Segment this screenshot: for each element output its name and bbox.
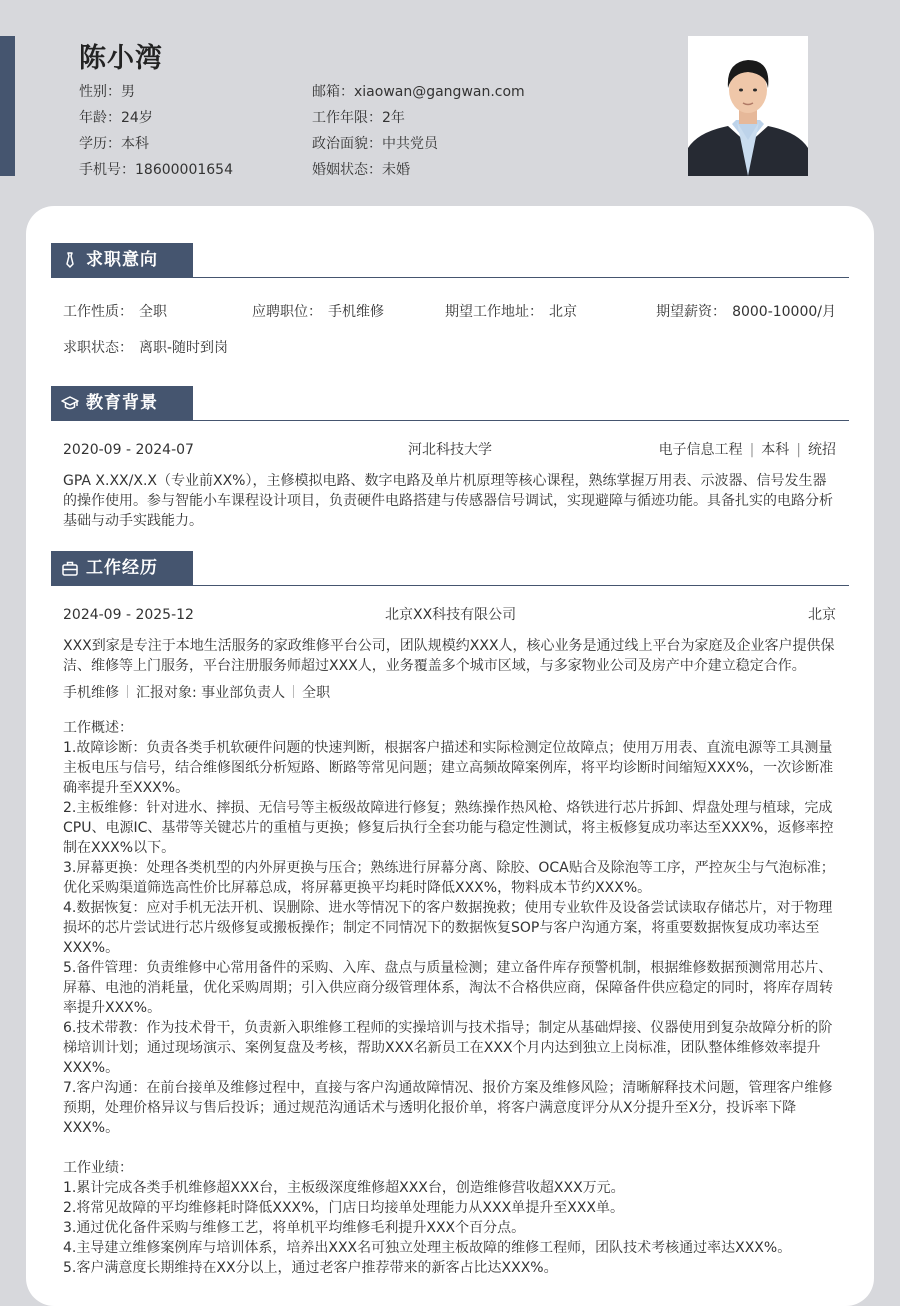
work-detail-line: 4.数据恢复：应对手机无法开机、误删除、进水等情况下的客户数据挽救；使用专业软件及设备尝试读取存储芯片，对于物理 bbox=[63, 900, 833, 916]
work-years-info: 工作年限：2年 bbox=[312, 110, 405, 126]
header-accent-bar bbox=[0, 36, 15, 176]
profile-photo bbox=[688, 36, 808, 176]
work-detail-line: 4.主导建立维修案例库与培训体系，培养出XXX名可独立处理主板故障的维修工程师，团队技术考核通过率达XXX%。 bbox=[63, 1240, 792, 1256]
work-detail-line: 优化采购渠道筛选高性价比屏幕总成，将屏幕更换平均耗时降低XXX%，物料成本节约XXX%。 bbox=[63, 880, 652, 896]
phone-info: 手机号：18600001654 bbox=[79, 162, 233, 178]
education-section-title: 教育背景 bbox=[86, 393, 158, 413]
education-major: 电子信息工程 bbox=[658, 442, 743, 458]
work-tag: 汇报对象: 事业部负责人 bbox=[136, 685, 286, 701]
intent-section-header bbox=[51, 243, 849, 278]
work-detail-line: XXX%。 bbox=[63, 1120, 120, 1136]
work-section-tab bbox=[51, 551, 193, 585]
work-detail-line: 主板电压与信号，结合维修图纸分析短路、断路等常见问题；建立高频故障案例库，将平均诊断时间缩短XXX%，一次诊断准 bbox=[63, 760, 834, 776]
job-status-label: 求职状态： bbox=[63, 340, 133, 356]
work-detail-line: 5.备件管理：负责维修中心常用备件的采购、入库、盘点与质量检测；建立备件库存预警机制，根据维修数据预测常用芯片、 bbox=[63, 960, 833, 976]
company-desc-line: 洁、维修等上门服务，平台注册服务师超过XXX人，业务覆盖多个城市区域，与多家物业公司及房产中介建立稳定合作。 bbox=[63, 658, 806, 674]
job-position bbox=[252, 302, 384, 322]
work-detail-line: CPU、电源IC、基带等关键芯片的重植与更换；修复后执行全套功能与稳定性测试，将主板修复成功率达至XXX%，返修率控 bbox=[63, 820, 834, 836]
company-desc-line: XXX到家是专注于本地生活服务的家政维修平台公司，团队规模约XXX人，核心业务是通过线上平台为家庭及企业客户提供保 bbox=[63, 638, 835, 654]
company-description bbox=[63, 636, 837, 676]
work-detail-line: 2.将常见故障的平均维修耗时降低XXX%，门店日均接单处理能力从XXX单提升至XXX单。 bbox=[63, 1200, 624, 1216]
tie-icon bbox=[61, 251, 79, 269]
work-detail-line: XXX%。 bbox=[63, 940, 120, 956]
age-info: 年龄：24岁 bbox=[79, 110, 153, 126]
education-degree: 本科 bbox=[761, 442, 790, 458]
work-detail-line: 5.客户满意度长期维持在XX分以上，通过老客户推荐带来的新客占比达XXX%。 bbox=[63, 1260, 558, 1276]
work-detail-line: 梯培训计划；通过现场演示、案例复盘及考核，帮助XXX名新员工在XXX个月内达到独立上岗标准，团队整体维修效率提升 bbox=[63, 1040, 821, 1056]
job-position-value: 手机维修 bbox=[328, 304, 384, 320]
education-meta: 电子信息工程 | 本科 | 统招 bbox=[658, 442, 836, 458]
job-type-value: 全职 bbox=[139, 304, 167, 320]
education-mode: 统招 bbox=[808, 442, 836, 458]
job-position-label: 应聘职位： bbox=[252, 304, 322, 320]
education-info: 学历：本科 bbox=[79, 136, 149, 152]
work-tags bbox=[63, 683, 330, 703]
job-status-value: 离职-随时到岗 bbox=[139, 340, 229, 356]
work-city: 北京 bbox=[808, 607, 836, 623]
work-detail-line: 屏幕、电池的消耗量，优化采购周期；引入供应商分级管理体系，淘汰不合格供应商，保障备件供应稳定的同时，将库存周转 bbox=[63, 980, 833, 996]
work-detail-line: 预期，处理价格异议与售后投诉；通过规范沟通话术与透明化报价单，将客户满意度评分从X分提升至X分，投诉率下降 bbox=[63, 1100, 797, 1116]
political-info: 政治面貌：中共党员 bbox=[312, 136, 438, 152]
work-detail-line: 3.通过优化备件采购与维修工艺，将单机平均维修毛利提升XXX个百分点。 bbox=[63, 1220, 526, 1236]
job-salary bbox=[656, 302, 836, 322]
education-desc-line: GPA X.XX/X.X（专业前XX%），主修模拟电路、数字电路及单片机原理等核心课程，熟练掌握万用表、示波器、信号发生器 bbox=[63, 473, 827, 489]
education-section-header bbox=[51, 386, 849, 421]
work-tag: 手机维修 bbox=[63, 685, 119, 701]
job-salary-label: 期望薪资： bbox=[656, 304, 727, 320]
work-detail-line bbox=[63, 1138, 837, 1158]
work-detail-line: 率提升XXX%。 bbox=[63, 1000, 162, 1016]
work-details bbox=[63, 718, 837, 1278]
work-detail-line: 损坏的芯片尝试进行芯片级修复或搬板操作；制定不同情况下的数据恢复SOP与客户沟通方案，将重要数据恢复成功率达至 bbox=[63, 920, 820, 936]
education-period: 2020-09 - 2024-07 bbox=[63, 442, 194, 458]
job-location bbox=[445, 302, 577, 322]
work-detail-line: 1.故障诊断：负责各类手机软硬件问题的快速判断，根据客户描述和实际检测定位故障点；使用万用表、直流电源等工具测量 bbox=[63, 740, 833, 756]
education-description bbox=[63, 471, 837, 531]
education-desc-line: 的操作使用。参与智能小车课程设计项目，负责硬件电路搭建与传感器信号调试，实现避障与循迹功能。具备扎实的电路分析 bbox=[63, 493, 833, 509]
education-section-tab bbox=[51, 386, 193, 420]
job-type-label: 工作性质： bbox=[63, 304, 133, 320]
marital-info: 婚姻状态：未婚 bbox=[312, 162, 410, 178]
work-period: 2024-09 - 2025-12 bbox=[63, 607, 194, 623]
job-type bbox=[63, 302, 167, 322]
job-location-value: 北京 bbox=[549, 304, 577, 320]
work-detail-line: 2.主板维修：针对进水、摔损、无信号等主板级故障进行修复；熟练操作热风枪、烙铁进行芯片拆卸、焊盘处理与植球，完成 bbox=[63, 800, 833, 816]
work-detail-line: 1.累计完成各类手机维修超XXX台，主板级深度维修超XXX台，创造维修营收超XXX万元。 bbox=[63, 1180, 625, 1196]
work-detail-line: 工作业绩： bbox=[63, 1160, 133, 1176]
work-section-header bbox=[51, 551, 849, 586]
education-desc-line: 基础与动手实践能力。 bbox=[63, 513, 203, 529]
work-detail-line: 工作概述： bbox=[63, 720, 133, 736]
briefcase-icon bbox=[61, 559, 79, 577]
job-status bbox=[63, 338, 228, 358]
graduation-cap-icon bbox=[61, 394, 79, 412]
work-section-title: 工作经历 bbox=[86, 558, 158, 578]
work-detail-line: 3.屏幕更换：处理各类机型的内外屏更换与压合；熟练进行屏幕分离、除胶、OCA贴合及除泡等工序，严控灰尘与气泡标准； bbox=[63, 860, 835, 876]
intent-section-tab bbox=[51, 243, 193, 277]
work-tag: 全职 bbox=[302, 685, 331, 701]
gender-info: 性别：男 bbox=[79, 84, 135, 100]
job-location-label: 期望工作地址： bbox=[445, 304, 543, 320]
work-detail-line: 7.客户沟通：在前台接单及维修过程中，直接与客户沟通故障情况、报价方案及维修风险；清晰解释技术问题，管理客户维修 bbox=[63, 1080, 833, 1096]
job-salary-value: 8000-10000/月 bbox=[732, 304, 836, 320]
email-info: 邮箱：xiaowan@gangwan.com bbox=[312, 84, 525, 100]
intent-section-title: 求职意向 bbox=[86, 250, 158, 270]
work-detail-line: XXX%。 bbox=[63, 1060, 120, 1076]
work-detail-line: 6.技术带教：作为技术骨干，负责新入职维修工程师的实操培训与技术指导；制定从基础焊接、仪器使用到复杂故障分析的阶 bbox=[63, 1020, 833, 1036]
education-school: 河北科技大学 bbox=[408, 442, 492, 458]
work-detail-line: 制在XXX%以下。 bbox=[63, 840, 176, 856]
work-detail-line: 确率提升至XXX%。 bbox=[63, 780, 190, 796]
tag-divider bbox=[293, 685, 294, 698]
candidate-name: 陈小湾 bbox=[79, 43, 163, 74]
work-company: 北京XX科技有限公司 bbox=[385, 607, 517, 623]
tag-divider bbox=[127, 685, 128, 698]
